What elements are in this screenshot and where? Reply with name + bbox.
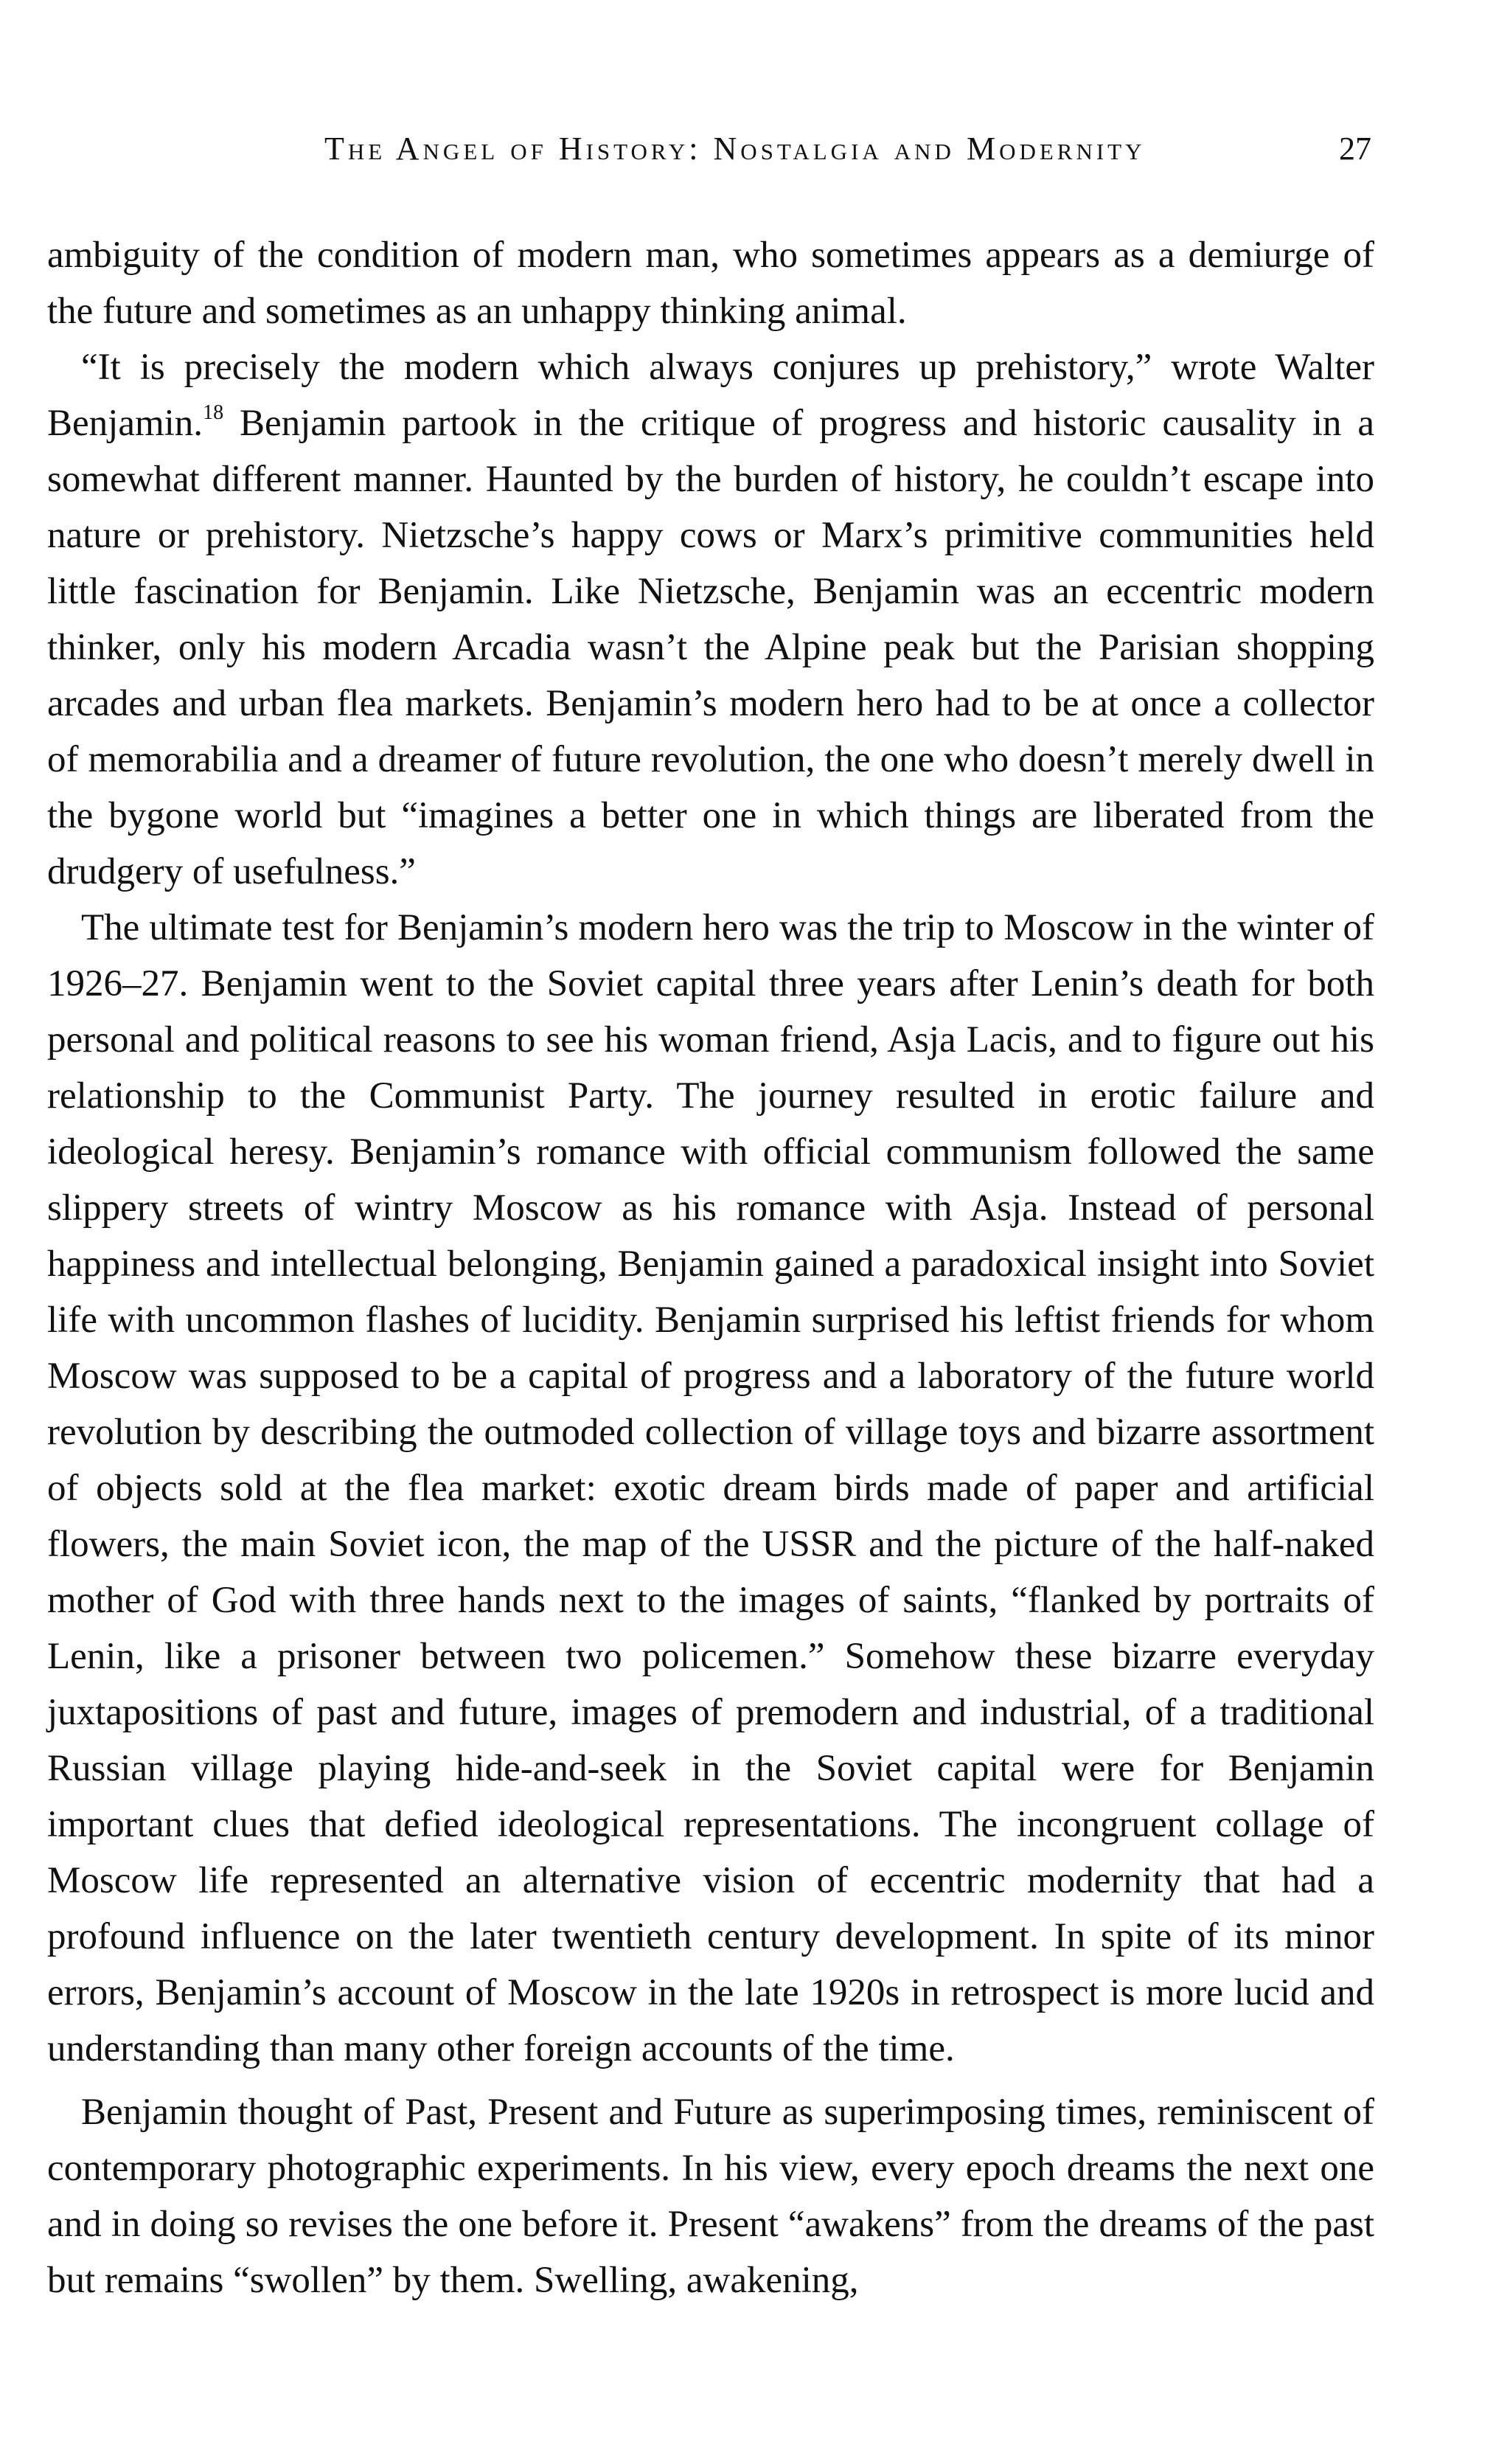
footnote-marker: 18 [203,401,224,424]
paragraph-text: ambiguity of the condition of modern man, who sometimes appears as a demiurge of the future and sometimes as an unhappy thinking animal. [47,235,1374,332]
paragraph-text: The ultimate test for Benjamin’s modern hero was the trip to Moscow in the winter of 1926–27. Benjamin went to the Soviet capital three years after Lenin’s death for both personal and political reasons to see his woman friend, Asja Lacis, and to figure out his relationship to the Communist Party. The journey resulted in erotic failure and ideological heresy. Benjamin’s romance with official communism followed the same slippery streets of wintry Moscow as his romance with Asja. Instead of personal happiness and intellectual belonging, Benjamin gained a paradoxical insight into Soviet life with uncommon flashes of lucidity. Benjamin surprised his leftist friends for whom Moscow was supposed to be a capital of progress and a laboratory of the future world revolution by describing the outmoded collection of village toys and bizarre assortment of objects sold at the flea market: exotic dream birds made of paper and artificial flowers, the main Soviet icon, the map of the USSR and the picture of the half-naked mother of God with three hands next to the images of saints, “flanked by portraits of Lenin, like a prisoner between two policemen.” Somehow these bizarre everyday juxtapositions of past and future, images of premodern and industrial, of a traditional Russian village playing hide-and-seek in the Soviet capital were for Benjamin important clues that defied ideological representations. The incongruent collage of Moscow life represented an alternative vision of eccentric modernity that had a profound influence on the later twentieth century development. In spite of its minor errors, Benjamin’s account of Moscow in the late 1920s in retrospect is more lucid and understanding than many other foreign accounts of the time. [47,907,1374,2069]
page-number: 27 [1339,131,1371,167]
paragraph-continued [47,227,1374,339]
body-text [47,227,1374,2308]
paragraph-benjamin-quote [47,339,1374,900]
paragraph-moscow-trip [47,900,1374,2077]
running-head [324,130,1371,167]
paragraph-text: Benjamin partook in the critique of progress and historic causality in a somewhat different manner. Haunted by the burden of history, he couldn’t escape into nature or prehistory. Nietzsche’s happy cows or Marx’s primitive communities held little fascination for Benjamin. Like Nietzsche, Benjamin was an eccentric modern thinker, only his modern Arcadia wasn’t the Alpine peak but the Parisian shopping arcades and urban flea markets. Benjamin’s modern hero had to be at once a collector of memorabilia and a dreamer of future revolution, the one who doesn’t merely dwell in the bygone world but “imagines a better one in which things are liberated from the drudgery of usefulness.” [47,403,1374,892]
paragraph-text: Benjamin thought of Past, Present and Future as superimposing times, reminiscent of contemporary photographic experiments. In his view, every epoch dreams the next one and in doing so revises the one before it. Present “awakens” from the dreams of the past but remains “swollen” by them. Swelling, awakening, [47,2092,1374,2301]
paragraph-past-present-future [47,2084,1374,2308]
paragraph-text: “It is precisely the modern which always conjures up prehistory,” wrote Walter Benjamin. [47,347,1374,444]
running-title: The Angel of History: Nostalgia and Modernity [324,131,1146,167]
